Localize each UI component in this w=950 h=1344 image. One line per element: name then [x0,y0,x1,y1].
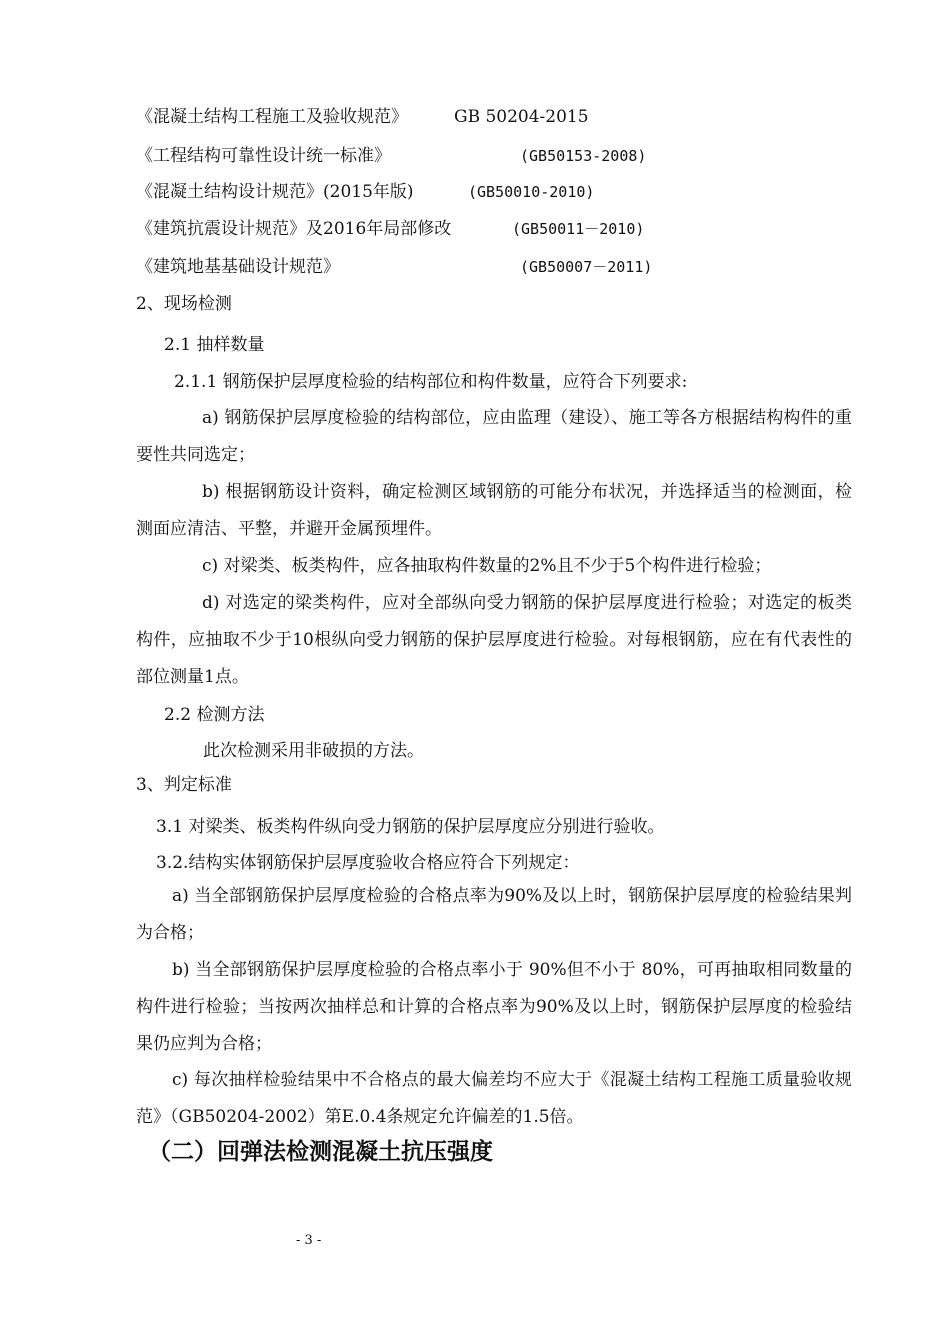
section-title: 2、现场检测 [136,294,232,314]
section-title: 3、判定标准 [136,775,232,795]
paragraph: c) 每次抽样检验结果中不合格点的最大偏差均不应大于《混凝土结构工程施工质量验收规范》（GB50204-2002）第E.0.4条规定允许偏差的1.5倍。 [136,1070,852,1127]
paragraph: b) 当全部钢筋保护层厚度检验的合格点率小于 90%但不小于 80%，可再抽取相同数量的构件进行检验；当按两次抽样总和计算的合格点率为90%及以上时，钢筋保护层厚度的检验结果仍应判为合格； [136,960,852,1054]
standard-code: (GB50007－2011) [520,258,653,276]
standard-name: 《工程结构可靠性设计统一标准》 [136,146,391,166]
subsection-title: 2.2 检测方法 [164,705,265,725]
subsection-title: 2.1 抽样数量 [164,335,265,355]
clause-text: 3.2.结构实体钢筋保护层厚度验收合格应符合下列规定： [156,853,580,873]
standard-code: (GB50010-2010) [468,183,595,201]
section-heading: （二）回弹法检测混凝土抗压强度 [148,1139,493,1165]
standard-name: 《混凝土结构工程施工及验收规范》 [136,107,408,127]
clause-text: 2.1.1 钢筋保护层厚度检验的结构部位和构件数量，应符合下列要求: [174,372,688,392]
paragraph: a) 钢筋保护层厚度检验的结构部位，应由监理（建设）、施工等各方根据结构构件的重要性共同选定； [136,408,852,465]
paragraph: 此次检测采用非破损的方法。 [203,741,424,761]
standard-line [136,181,595,203]
standard-code: (GB50153-2008) [520,147,647,165]
paragraph: a) 当全部钢筋保护层厚度检验的合格点率为90%及以上时，钢筋保护层厚度的检验结果判为合格； [136,886,852,943]
standard-code: (GB50011－2010) [512,220,645,238]
standard-line [136,256,653,278]
standard-line [136,145,647,167]
paragraph: b) 根据钢筋设计资料，确定检测区域钢筋的可能分布状况，并选择适当的检测面，检测面应清洁、平整，并避开金属预埋件。 [136,482,852,539]
page-number: - 3 - [296,1233,322,1248]
standard-name: 《建筑抗震设计规范》及2016年局部修改 [136,219,452,239]
standard-name: 《建筑地基基础设计规范》 [136,257,340,277]
standard-name: 《混凝土结构设计规范》(2015年版) [136,182,414,202]
standard-code: GB 50204-2015 [454,107,589,127]
standard-line [136,218,645,240]
paragraph: c) 对梁类、板类构件，应各抽取构件数量的2%且不少于5个构件进行检验； [202,556,772,576]
standard-line [136,106,589,128]
clause-text: 3.1 对梁类、板类构件纵向受力钢筋的保护层厚度应分别进行验收。 [156,817,665,837]
paragraph: d) 对选定的梁类构件，应对全部纵向受力钢筋的保护层厚度进行检验；对选定的板类构件，应抽取不少于10根纵向受力钢筋的保护层厚度进行检验。对每根钢筋，应在有代表性的部位测量1点。 [136,593,852,687]
